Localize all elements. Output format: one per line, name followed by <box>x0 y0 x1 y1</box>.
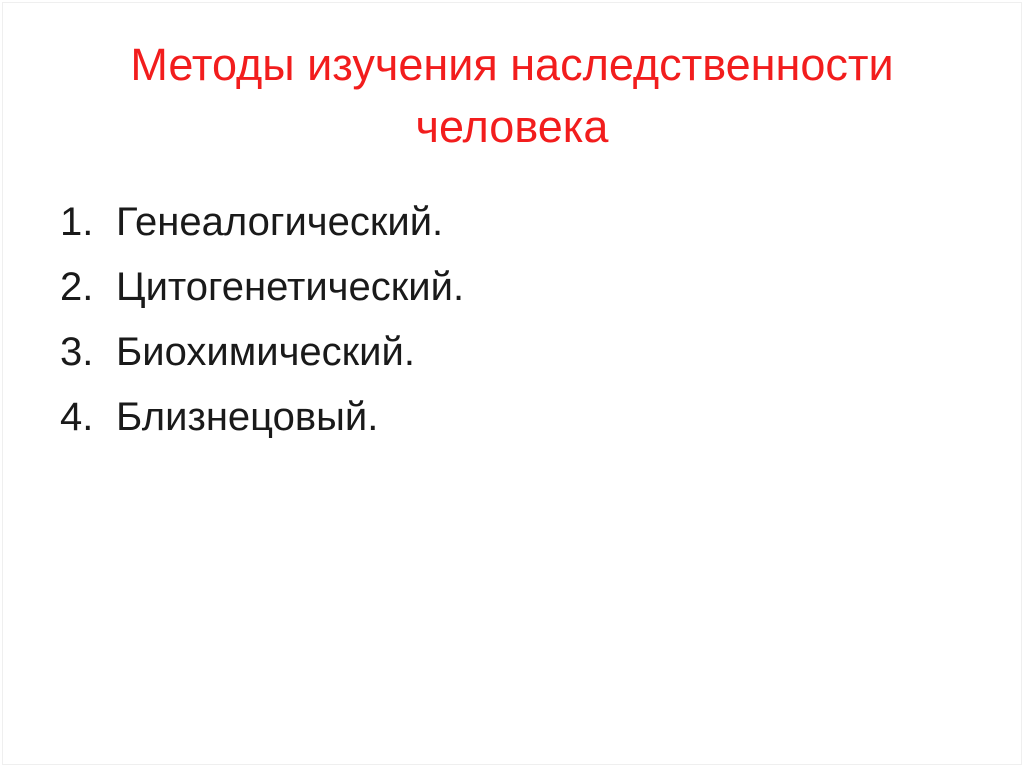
list-item <box>60 330 1024 375</box>
list-item-text: Генеалогический. <box>116 200 444 245</box>
list-item-number: 2. <box>60 265 94 310</box>
list-item <box>60 395 1024 440</box>
list-item-text: Близнецовый. <box>116 395 379 440</box>
list-item <box>60 265 1024 310</box>
list-item <box>60 200 1024 245</box>
list-item-text: Биохимический. <box>116 330 415 375</box>
page-title <box>0 0 1024 158</box>
page-title-line-2: человека <box>415 101 609 153</box>
page-title-line-1: Методы изучения наследственности <box>130 39 894 90</box>
list-item-number: 3. <box>60 330 94 375</box>
list-item-number: 1. <box>60 200 94 245</box>
list-item-text: Цитогенетический. <box>116 265 465 310</box>
method-list <box>60 200 1024 440</box>
list-item-number: 4. <box>60 395 94 440</box>
